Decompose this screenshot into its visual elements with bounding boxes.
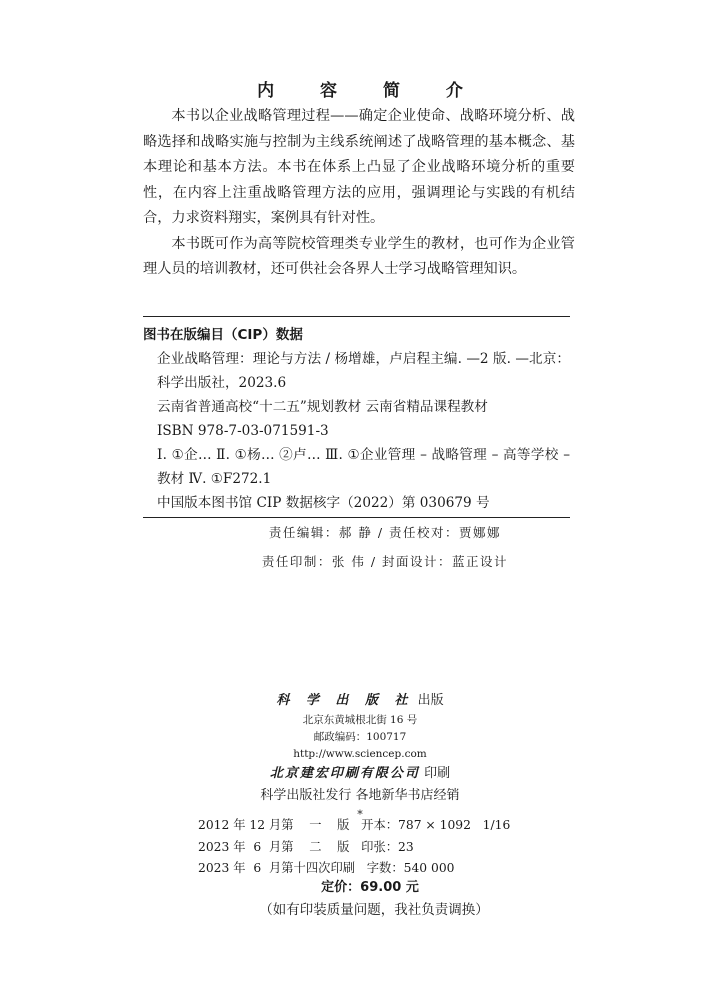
colophon xyxy=(0,690,720,821)
cip-heading: 图书在版编目（CIP）数据 xyxy=(143,327,303,343)
print-suffix: 印刷 xyxy=(419,766,451,781)
staff-line-editor: 责任编辑：郝 静 / 责任校对：贾娜娜 xyxy=(268,525,502,540)
cip-title-line: 企业战略管理：理论与方法 / 杨增雄，卢启程主编. —2 版. —北京：科学出版社，2023.6 xyxy=(157,351,570,391)
staff-line-print: 责任印制：张 伟 / 封面设计：蓝正设计 xyxy=(261,554,509,569)
separator-star: * xyxy=(357,808,363,821)
cip-series: 云南省普通高校“十二五”规划教材 云南省精品课程教材 xyxy=(157,399,488,415)
publisher-url: http://www.sciencep.com xyxy=(293,748,427,760)
cip-classification: Ⅰ. ①企… Ⅱ. ①杨… ②卢… Ⅲ. ①企业管理 – 战略管理 – 高等学校 – 教材 Ⅳ. ①F272.1 xyxy=(157,447,570,487)
quality-note: （如有印装质量问题，我社负责调换） xyxy=(259,902,489,918)
intro-paragraph-1: 本书以企业战略管理过程——确定企业使命、战略环境分析、战略选择和战略实施与控制为主线系统阐述了战略管理的基本概念、基本理论和基本方法。本书在体系上凸显了企业战略环境分析的重要性，在内容上注重战略管理方法的应用，强调理论与实践的有机结合，力求资料翔实，案例具有针对性。 xyxy=(143,108,575,226)
edition-line-1: 2012 年 12 月第 一 版 开本：787 × 1092 1/16 xyxy=(198,818,511,832)
cip-data-block xyxy=(143,316,570,518)
publisher-line xyxy=(0,690,720,712)
intro-title: 内 容 简 介 xyxy=(257,81,483,101)
publisher-address: 北京东黄城根北街 16 号 xyxy=(302,714,418,726)
publisher-name: 科 学 出 版 社 xyxy=(276,693,414,708)
cip-entries xyxy=(143,347,570,491)
edition-line-2: 2023 年 6 月第 二 版 印张：23 xyxy=(198,839,414,854)
cip-isbn: ISBN 978-7-03-071591-3 xyxy=(157,423,329,439)
printer-name: 北京建宏印刷有限公司 xyxy=(269,766,420,781)
intro-paragraph-2: 本书既可作为高等院校管理类专业学生的教材，也可作为企业管理人员的培训教材，还可供社会各界人士学习战略管理知识。 xyxy=(143,235,575,277)
edition-line-3: 2023 年 6 月第十四次印刷 字数：540 000 xyxy=(198,861,455,875)
edition-info xyxy=(198,815,510,880)
publish-suffix: 出版 xyxy=(413,693,444,708)
intro-body xyxy=(143,104,575,283)
price: 定价：69.00 元 xyxy=(321,880,419,895)
distribution-line: 科学出版社发行 各地新华书店经销 xyxy=(260,788,460,803)
cip-number: 中国版本图书馆 CIP 数据核字（2022）第 030679 号 xyxy=(157,495,490,511)
staff-credits xyxy=(0,518,720,576)
publisher-postcode: 邮政编码：100717 xyxy=(313,731,407,743)
printer-line xyxy=(0,763,720,785)
